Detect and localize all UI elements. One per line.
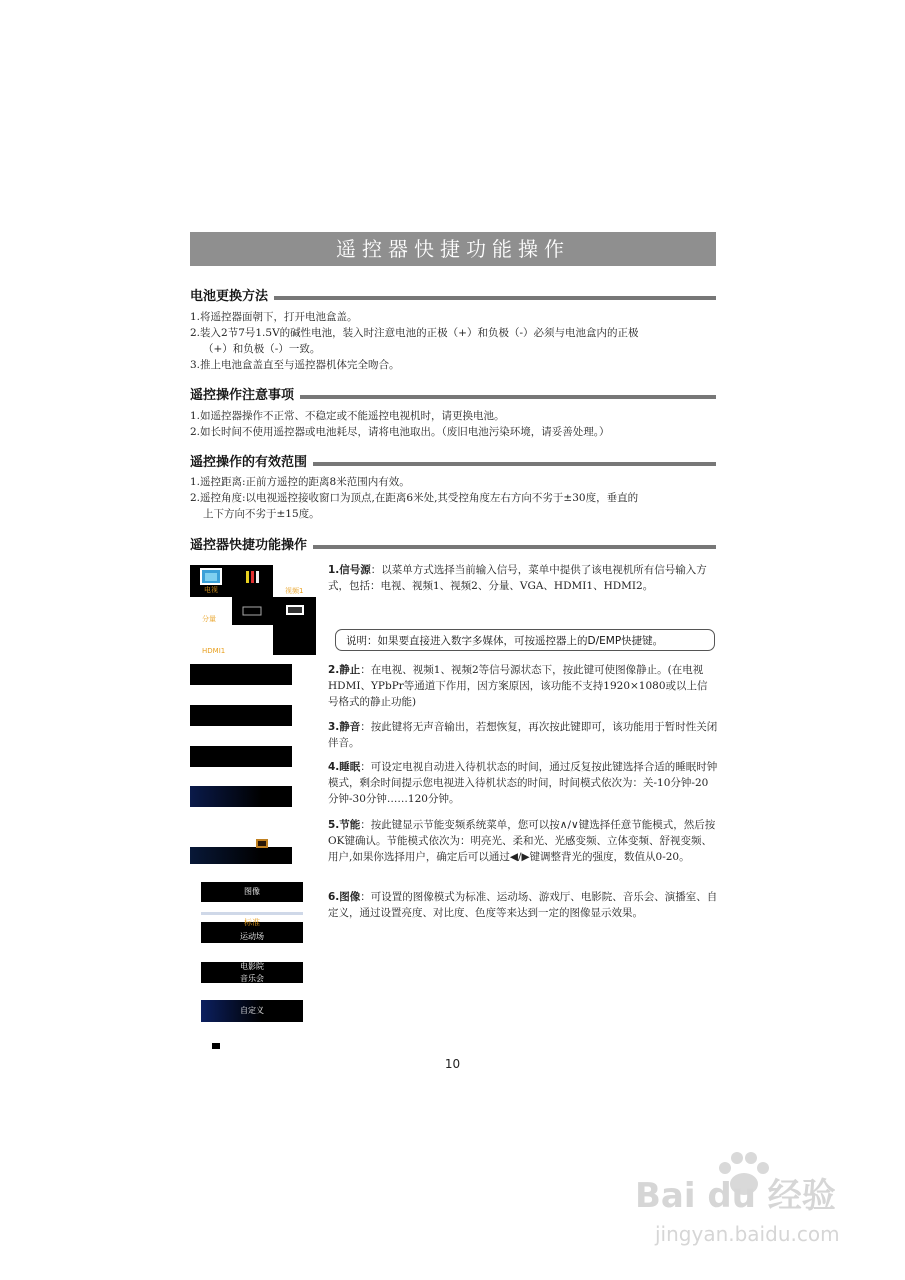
section-heading-caution	[190, 386, 716, 406]
range-line-2: 2.遥控角度:以电视遥控接收窗口为顶点,在距离6米处,其受控角度左右方向不劣于±30度，垂直的	[190, 492, 639, 504]
shortcut-item-picture	[328, 889, 718, 921]
battery-line-4: 3.推上电池盒盖直至与遥控器机体完全吻合。	[190, 359, 400, 371]
source-tile-hdmi	[273, 597, 316, 625]
shortcut-item-sleep	[328, 759, 718, 807]
item-number: 2.	[328, 664, 340, 676]
menu-indicator-icon	[212, 1043, 220, 1049]
shortcut-item-energy	[328, 817, 718, 865]
source-tile-tv	[190, 565, 232, 597]
item-text: ：可设定电视自动进入待机状态的时间，通过反复按此键选择合适的睡眠时钟模式，剩余时间提示您电视进入待机状态的时间，时间模式依次为：关-10分钟-20分钟-30分钟……120分钟。	[328, 761, 718, 805]
item-text: ：按此键将无声音输出，若想恢复，再次按此键即可，该功能用于暂时性关闭伴音。	[328, 721, 718, 749]
energy-leaf-icon	[190, 837, 292, 854]
source-label-tv: 电视	[204, 586, 218, 594]
item-number: 1.	[328, 564, 340, 576]
section-heading-shortcuts	[190, 536, 716, 556]
item-keyword: 静音	[339, 721, 361, 733]
watermark-url: jingyan.baidu.com	[655, 1222, 840, 1246]
section-title: 遥控器快捷功能操作	[190, 536, 313, 556]
watermark-brand: Bai du 经验	[635, 1176, 836, 1216]
picture-mode-cinema: 电影院	[240, 962, 264, 971]
source-tile-video1	[232, 565, 273, 597]
source-label-component: 分量	[202, 615, 216, 623]
item-text: ：在电视、视频1、视频2等信号源状态下，按此键可使图像静止。(在电视HDMI、YPbPr等通道下作用，因方案原因，该功能不支持1920×1080或以上信号格式的静止功能)	[328, 664, 708, 708]
mute-osd-bar	[190, 705, 292, 726]
section-heading-range	[190, 453, 716, 473]
shortcut-item-mute	[328, 719, 718, 751]
section-title: 遥控操作的有效范围	[190, 453, 313, 473]
range-line-3: 上下方向不劣于±15度。	[203, 508, 320, 520]
item-text: ：按此键显示节能变频系统菜单，您可以按∧/∨键选择任意节能模式，然后按OK键确认。节能模式依次为：明亮光、柔和光、光感变频、立体变频、舒视变频、用户,如果你选择用户，确定后可以通过◀/▶键调整背光的强度，数值从0-20。	[328, 819, 716, 863]
picture-menu-divider	[201, 912, 303, 915]
item-number: 3.	[328, 721, 340, 733]
sleep-osd-bar	[190, 746, 292, 767]
vga-port-icon	[232, 597, 273, 625]
caution-line-2: 2.如长时间不使用遥控器或电池耗尽，请将电池取出。（废旧电池污染环境，请妥善处理。）	[190, 426, 610, 438]
source-label-hdmi1: HDMI1	[202, 647, 226, 655]
picture-menu-title-bar	[201, 882, 303, 902]
freeze-osd-bar	[190, 664, 292, 685]
baidu-jingyan-watermark	[635, 1150, 865, 1260]
note-box: 说明：如果要直接进入数字多媒体，可按遥控器上的D/EMP快捷键。	[335, 629, 715, 651]
source-tile-component	[190, 597, 232, 625]
section-title: 遥控操作注意事项	[190, 386, 300, 406]
item-text: ：以菜单方式选择当前输入信号，菜单中提供了该电视机所有信号输入方式，包括：电视、视频1、视频2、分量、VGA、HDMI1、HDMI2。	[328, 564, 707, 592]
range-line-1: 1.遥控距离:正前方遥控的距离8米范围内有效。	[190, 476, 410, 488]
picture-mode-concert: 音乐会	[240, 974, 264, 983]
section-heading-battery	[190, 287, 716, 307]
item-keyword: 图像	[339, 891, 361, 903]
shortcut-item-source	[328, 562, 718, 594]
hdmi-port-icon	[273, 597, 316, 625]
source-tile-video2	[273, 565, 316, 597]
battery-line-1: 1.将遥控器面朝下，打开电池盒盖。	[190, 311, 358, 323]
picture-menu-item-group-3	[201, 1000, 303, 1022]
picture-mode-custom: 自定义	[240, 1006, 264, 1015]
picture-menu-item-group-1	[201, 918, 303, 943]
av-jack-icon	[232, 565, 273, 597]
item-keyword: 节能	[339, 819, 361, 831]
item-keyword: 静止	[339, 664, 361, 676]
item-keyword: 睡眠	[339, 761, 361, 773]
caution-line-1: 1.如遥控器操作不正常、不稳定或不能遥控电视机时，请更换电池。	[190, 410, 505, 422]
battery-line-3: （+）和负极（-）一致。	[203, 343, 321, 355]
item-keyword: 信号源	[339, 564, 371, 576]
picture-menu-item-group-2	[201, 962, 303, 983]
item-number: 5.	[328, 819, 340, 831]
picture-mode-standard: 标准	[244, 918, 260, 927]
energy-level-bar	[190, 847, 292, 864]
page-number: 10	[444, 1057, 461, 1071]
picture-menu-title: 图像	[244, 887, 260, 896]
item-number: 4.	[328, 761, 340, 773]
picture-mode-sports: 运动场	[240, 932, 264, 941]
battery-line-2: 2.装入2节7号1.5V的碱性电池，装入时注意电池的正极（+）和负极（-）必须与电池盒内的正极	[190, 327, 639, 339]
source-tile-vga	[232, 597, 273, 625]
page-banner-title: 遥控器快捷功能操作	[190, 232, 716, 266]
shortcut-item-freeze	[328, 662, 718, 710]
source-tile-hdmi1	[190, 625, 273, 655]
section-title: 电池更换方法	[190, 287, 274, 307]
item-text: ：可设置的图像模式为标准、运动场、游戏厅、电影院、音乐会、演播室、自定义，通过设置亮度、对比度、色度等来达到一定的图像显示效果。	[328, 891, 718, 919]
source-label-video1: 视频1	[285, 587, 304, 595]
energy-osd-bar	[190, 786, 292, 807]
item-number: 6.	[328, 891, 340, 903]
source-tile-hdmi2	[273, 625, 316, 655]
